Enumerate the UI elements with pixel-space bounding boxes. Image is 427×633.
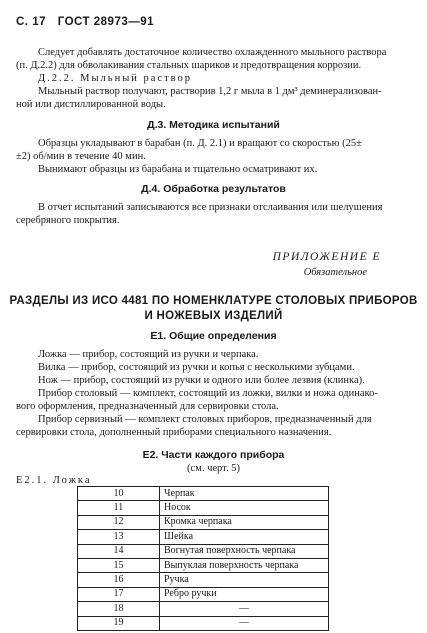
part-number: 16 [78,573,160,587]
table-row [78,558,329,572]
e1-line-1: Ложка — прибор, состоящий из ручки и черпака. [38,349,259,360]
e1-line-6: Прибор сервизный — комплект столовых приборов, предназначенный для [38,414,372,425]
part-name: Ребро ручки [160,587,329,601]
section-heading-d3: Д.3. Методика испытаний [147,119,280,131]
e1-line-4: Прибор столовый — комплект, состоящий из ложки, вилки и ножа одинако- [38,388,378,399]
table-row [78,573,329,587]
table-row [78,487,329,501]
part-number: 15 [78,558,160,572]
part-name: Шейка [160,530,329,544]
intro-line-2: (п. Д.2.2) для обволакивания стальных шариков и предотвращения коррозии. [16,60,362,71]
part-number: 10 [78,487,160,501]
table-row [78,616,329,630]
section-heading-e1: Е1. Общие определения [150,330,277,342]
d4-line-1: В отчет испытаний записываются все признаки отслаивания или шелушения [38,202,383,213]
item-label-spoon: Е2.1. Ложка [16,475,92,486]
part-name: — [160,616,329,630]
part-number: 14 [78,544,160,558]
d3-line-2: ±2) об/мин в течение 40 мин. [16,151,146,162]
section-heading-e2: Е2. Части каждого прибора [142,449,285,461]
part-number: 12 [78,515,160,529]
part-number: 11 [78,501,160,515]
appendix-title: ПРИЛОЖЕНИЕ Е [272,251,381,263]
intro-line-4: Мыльный раствор получают, растворив 1,2 г мыла в 1 дм³ деминерализован- [38,86,382,97]
main-title-line-2: И НОЖЕВЫХ ИЗДЕЛИЙ [144,310,283,322]
table-row [78,530,329,544]
main-title-line-1: РАЗДЕЛЫ ИЗ ИСО 4481 ПО НОМЕНКЛАТУРЕ СТОЛОВЫХ ПРИБОРОВ [9,295,418,307]
part-name: Выпуклая поверхность черпака [160,558,329,572]
table-row [78,587,329,601]
part-name: Кромка черпака [160,515,329,529]
part-number: 13 [78,530,160,544]
d3-line-1: Образцы укладывают в барабан (п. Д. 2.1) и вращают со скоростью (25± [38,138,362,149]
intro-line-1: Следует добавлять достаточное количество охлажденного мыльного раствора [38,47,387,58]
section-heading-d4: Д.4. Обработка результатов [141,183,286,195]
e1-line-7: сервировки стола, дополненный приборами специального назначения. [16,427,332,438]
appendix-subtitle: Обязательное [303,267,367,278]
part-number: 17 [78,587,160,601]
table-row [78,544,329,558]
intro-line-5: ной или дистиллированной воды. [16,99,166,110]
page-header [16,16,162,28]
part-name: — [160,602,329,616]
part-name: Ручка [160,573,329,587]
subsection-title: Д.2.2. Мыльный раствор [38,73,193,84]
figure-reference: (см. черт. 5) [187,463,240,474]
d3-line-3: Вынимают образцы из барабана и тщательно осматривают их. [38,164,318,175]
part-name: Носок [160,501,329,515]
part-name: Вогнутая поверхность черпака [160,544,329,558]
part-number: 19 [78,616,160,630]
d4-line-2: серебряного покрытия. [16,215,120,226]
e1-line-3: Нож — прибор, состоящий из ручки и одного или более лезвия (клинка). [38,375,365,386]
part-number: 18 [78,602,160,616]
e1-line-2: Вилка — прибор, состоящий из ручки и копья с несколькими зубцами. [38,362,355,373]
table-row [78,501,329,515]
parts-table [77,486,329,631]
table-row [78,602,329,616]
table-row [78,515,329,529]
e1-line-5: вого оформления, предназначенный для сервировки стола. [16,401,279,412]
part-name: Черпак [160,487,329,501]
standard-code: ГОСТ 28973—91 [57,16,155,28]
page-number: С. 17 [16,16,46,28]
